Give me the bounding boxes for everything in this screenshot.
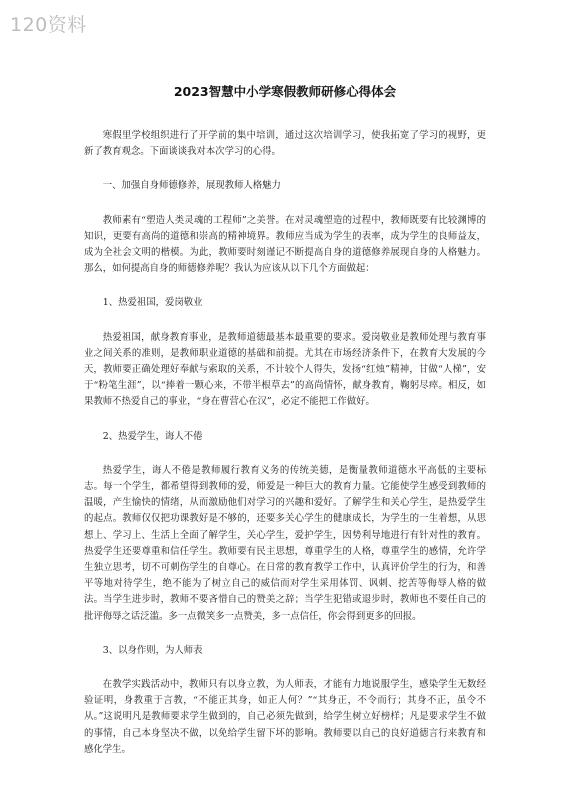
paragraph-4: 在教学实践活动中，教师只有以身立教，为人师表，才能有力地说服学生，感染学生无数经验证明，身教重于言教，“不能正其身，如正人何？”“其身正，不令而行；其身不正，虽令不从。”这说明凡是教师要求学生做到的，自己必须先做到，给学生树立好榜样；凡是要求学生不做的事情，自己本身坚决不做，以免给学生留下坏的影响。教师要以自己的良好道德言行来教育和感化学生。 xyxy=(84,679,486,755)
section-heading-4: 3、以身作则，为人师表 xyxy=(102,644,203,656)
section-heading-1: 一、加强自身师德修养，展现教师人格魅力 xyxy=(102,180,281,192)
document-page xyxy=(84,78,486,776)
document-title: 2023智慧中小学寒假教师研修心得体会 xyxy=(173,84,397,99)
paragraph-1: 教师素有“塑造人类灵魂的工程师”之美誉。在对灵魂塑造的过程中，教师既要有比较渊博的知识，更要有高尚的道德和崇高的精神境界。教师应当成为学生的表率，成为学生的良师益友，成为全社会文明的楷模。为此，教师要时刻谨记不断提高自身的道德修养展现自身的人格魅力。那么，如何提高自身的师德修养呢？我认为应该从以下几个方面做起： xyxy=(84,214,486,275)
section-heading-3: 2、热爱学生，诲人不倦 xyxy=(102,430,203,442)
section-heading-2: 1、热爱祖国，爱岗敬业 xyxy=(102,297,203,309)
paragraph-3: 热爱学生，诲人不倦是教师履行教育义务的传统美德，是衡量教师道德水平高低的主要标志。每一个学生，都希望得到教师的爱，师爱是一种巨大的教育力量。它能使学生感受到教师的温暖，产生愉快的情绪，从而激励他们对学习的兴趣和爱好。了解学生和关心学生，是热爱学生的起点。教师仅仅把功课教好是不够的，还要多关心学生的健康成长，为学生的一生着想，从思想上、学习上、生活上全面了解学生，关心学生，爱护学生，因势利导地进行有针对性的教育。热爱学生还要尊重和信任学生。教师要有民主思想，尊重学生的人格，尊重学生的感情，允许学生独立思考，切不可刺伤学生的自尊心。在日常的教育教学工作中，认真评价学生的行为，和善平等地对待学生，绝不能为了树立自己的威信而对学生采用体罚、讽刺、挖苦等侮辱人格的做法。当学生进步时，教师不要吝惜自己的赞美之辞；当学生犯错或退步时，教师也不要任自己的批评侮辱之话泛滥。多一点微笑多一点赞美，多一点信任，你会得到更多的回报。 xyxy=(84,464,486,622)
watermark: 120资料 xyxy=(10,14,87,36)
paragraph-2: 热爱祖国，献身教育事业，是教师道德最基本最重要的要求。爱岗敬业是教师处理与教育事业之间关系的准则，是教师职业道德的基础和前提。尤其在市场经济条件下，在教育大发展的今天，教师要正确处理好奉献与索取的关系，不计较个人得失，发扬“红烛”精神，甘做“人梯”，安于“粉笔生涯”，以“捧着一颗心来，不带半根草去”的高尚情怀，献身教育，鞠躬尽瘁。相反，如果教师不热爱自己的事业，“身在曹营心在汉”，必定不能把工作做好。 xyxy=(84,331,486,408)
intro-paragraph: 寒假里学校组织进行了开学前的集中培训，通过这次培训学习，使我拓宽了学习的视野，更新了教育观念。下面谈谈我对本次学习的心得。 xyxy=(84,130,486,158)
